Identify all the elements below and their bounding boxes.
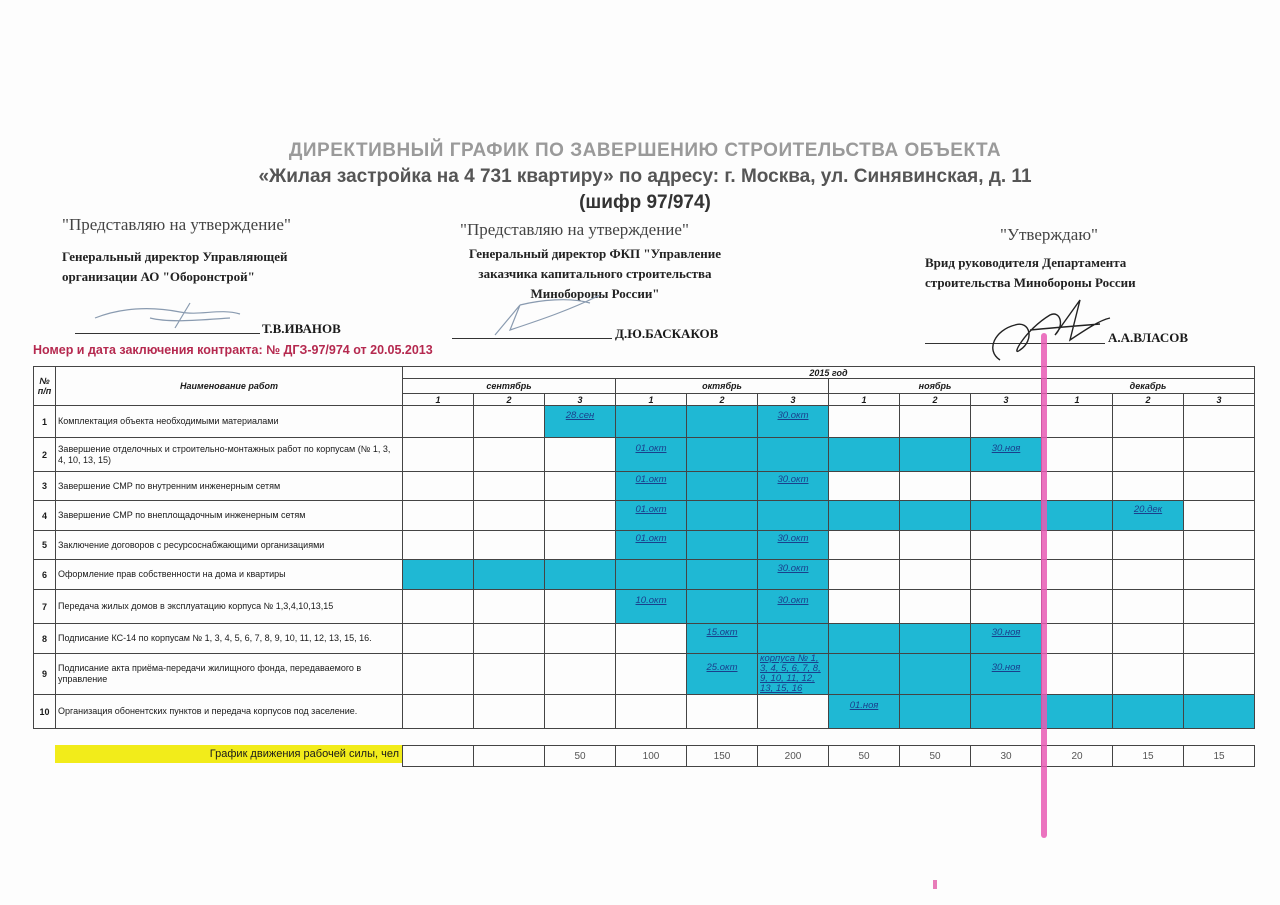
timeline-cell [545, 654, 616, 695]
schedule-table [33, 366, 1255, 729]
month-header: октябрь [616, 379, 829, 394]
task-name: Подписание акта приёма-передачи жилищного фонда, передаваемого в управление [56, 654, 403, 695]
signatory-name-left: Т.В.ИВАНОВ [262, 321, 341, 336]
timeline-cell [403, 624, 474, 654]
current-date-marker [1041, 333, 1047, 838]
timeline-cell [687, 560, 758, 590]
timeline-cell [616, 654, 687, 695]
timeline-cell [900, 590, 971, 624]
workforce-value: 50 [900, 746, 971, 767]
decade-header: 1 [829, 394, 900, 406]
timeline-cell [1042, 695, 1113, 729]
timeline-cell [1042, 531, 1113, 560]
row-number: 8 [34, 624, 56, 654]
timeline-cell [829, 472, 900, 501]
month-header: сентябрь [403, 379, 616, 394]
table-row [34, 438, 1255, 472]
timeline-cell [900, 406, 971, 438]
row-number: 9 [34, 654, 56, 695]
decade-header: 3 [1184, 394, 1255, 406]
handwritten-signature-left [90, 298, 250, 338]
timeline-cell [403, 501, 474, 531]
timeline-cell [1184, 501, 1255, 531]
task-name: Комплектация объекта необходимыми материалами [56, 406, 403, 438]
timeline-cell [545, 590, 616, 624]
task-name: Оформление прав собственности на дома и квартиры [56, 560, 403, 590]
timeline-cell [829, 654, 900, 695]
timeline-cell [1042, 438, 1113, 472]
timeline-cell [474, 590, 545, 624]
timeline-cell [474, 695, 545, 729]
timeline-cell [1184, 406, 1255, 438]
timeline-cell [474, 654, 545, 695]
table-row [34, 501, 1255, 531]
timeline-cell [1113, 695, 1184, 729]
row-number: 3 [34, 472, 56, 501]
task-name: Завершение СМР по внеплощадочным инженерным сетям [56, 501, 403, 531]
decade-header: 3 [545, 394, 616, 406]
timeline-cell [971, 590, 1042, 624]
timeline-cell [545, 695, 616, 729]
timeline-cell [971, 695, 1042, 729]
timeline-cell [687, 654, 758, 695]
timeline-cell [1113, 406, 1184, 438]
signature-position: Генеральный директор Управляющей организации АО "Оборонстрой" [62, 249, 288, 284]
timeline-cell [829, 406, 900, 438]
row-number: 5 [34, 531, 56, 560]
date-label: корпуса № 1, 3, 4, 5, 6, 7, 8, 9, 10, 11, 12, 13, 15, 16 [760, 653, 821, 694]
row-number: 7 [34, 590, 56, 624]
table-row [34, 472, 1255, 501]
timeline-cell [616, 472, 687, 501]
date-label: 15.окт [706, 626, 738, 638]
timeline-cell [829, 531, 900, 560]
date-label: 30.окт [777, 533, 809, 544]
task-name: Завершение СМР по внутренним инженерным сетям [56, 472, 403, 501]
date-label: 30.ноя [991, 626, 1021, 638]
document-code: (шифр 97/974) [579, 192, 711, 213]
timeline-cell [616, 406, 687, 438]
timeline-cell [1113, 590, 1184, 624]
timeline-cell [403, 590, 474, 624]
table-row [34, 695, 1255, 729]
decade-header: 1 [1042, 394, 1113, 406]
signature-block-right [925, 225, 1225, 293]
timeline-cell [971, 531, 1042, 560]
timeline-cell [900, 438, 971, 472]
date-label: 20.дек [1133, 503, 1163, 515]
timeline-cell [474, 531, 545, 560]
timeline-cell [403, 406, 474, 438]
timeline-cell [1184, 590, 1255, 624]
timeline-cell [687, 501, 758, 531]
timeline-cell [1113, 501, 1184, 531]
timeline-cell [971, 472, 1042, 501]
timeline-cell [971, 654, 1042, 695]
task-name: Передача жилых домов в эксплуатацию корпуса № 1,3,4,10,13,15 [56, 590, 403, 624]
timeline-cell [403, 472, 474, 501]
row-number: 10 [34, 695, 56, 729]
table-row [34, 560, 1255, 590]
workforce-value [474, 746, 545, 767]
date-label: 30.окт [777, 474, 809, 485]
timeline-cell [616, 590, 687, 624]
timeline-cell [474, 501, 545, 531]
task-name: Завершение отделочных и строительно-монтажных работ по корпусам (№ 1, 3, 4, 10, 13, 15) [56, 438, 403, 472]
document-subtitle: «Жилая застройка на 4 731 квартиру» по адресу: г. Москва, ул. Синявинская, д. 11 [258, 166, 1032, 187]
column-number-header: № п/п [34, 367, 56, 406]
workforce-table [402, 745, 1255, 767]
marker-dot [933, 880, 937, 889]
workforce-value: 20 [1042, 746, 1113, 767]
signatory-name-center: Д.Ю.БАСКАКОВ [615, 326, 719, 341]
workforce-value: 50 [829, 746, 900, 767]
decade-header: 1 [403, 394, 474, 406]
date-label: 01.окт [635, 474, 667, 485]
timeline-cell [545, 406, 616, 438]
row-number: 6 [34, 560, 56, 590]
timeline-cell [403, 560, 474, 590]
timeline-cell [1184, 531, 1255, 560]
date-label: 01.окт [635, 442, 667, 454]
timeline-cell [1113, 531, 1184, 560]
timeline-cell [971, 501, 1042, 531]
timeline-cell [900, 624, 971, 654]
task-name: Заключение договоров с ресурсоснабжающими организациями [56, 531, 403, 560]
timeline-cell [900, 501, 971, 531]
timeline-cell [474, 560, 545, 590]
handwritten-signature-right [980, 290, 1120, 370]
timeline-cell [758, 590, 829, 624]
row-number: 4 [34, 501, 56, 531]
timeline-cell [829, 590, 900, 624]
timeline-cell [1042, 560, 1113, 590]
table-row [34, 590, 1255, 624]
date-label: 30.окт [777, 594, 809, 606]
timeline-cell [545, 472, 616, 501]
year-header: 2015 год [403, 367, 1255, 379]
timeline-cell [1184, 654, 1255, 695]
timeline-cell [758, 560, 829, 590]
timeline-cell [1042, 501, 1113, 531]
workforce-value: 50 [545, 746, 616, 767]
timeline-cell [829, 695, 900, 729]
date-label: 30.окт [777, 562, 809, 574]
timeline-cell [1184, 695, 1255, 729]
signature-position: Генеральный директор ФКП "Управление заказчика капитального строительства Минобороны России" [469, 246, 721, 301]
signature-block-left [62, 215, 402, 287]
timeline-cell [1113, 472, 1184, 501]
timeline-cell [687, 531, 758, 560]
row-number: 2 [34, 438, 56, 472]
date-label: 25.окт [706, 662, 738, 673]
signature-head: "Утверждаю" [1000, 225, 1098, 244]
row-number: 1 [34, 406, 56, 438]
timeline-cell [545, 624, 616, 654]
timeline-cell [900, 531, 971, 560]
date-label: 30.окт [777, 409, 809, 421]
table-row [34, 406, 1255, 438]
timeline-cell [758, 531, 829, 560]
workforce-value: 200 [758, 746, 829, 767]
timeline-cell [971, 406, 1042, 438]
timeline-cell [971, 560, 1042, 590]
timeline-cell [1042, 406, 1113, 438]
workforce-value: 15 [1113, 746, 1184, 767]
signature-position: Врид руководителя Департамента строительства Минобороны России [925, 255, 1136, 290]
timeline-cell [1042, 624, 1113, 654]
timeline-cell [758, 438, 829, 472]
workforce-value: 15 [1184, 746, 1255, 767]
timeline-cell [616, 438, 687, 472]
task-name: Организация обонентских пунктов и передача корпусов под заселение. [56, 695, 403, 729]
timeline-cell [1113, 560, 1184, 590]
task-name: Подписание КС-14 по корпусам № 1, 3, 4, 5, 6, 7, 8, 9, 10, 11, 12, 13, 15, 16. [56, 624, 403, 654]
timeline-cell [687, 438, 758, 472]
timeline-cell [971, 624, 1042, 654]
timeline-cell [474, 438, 545, 472]
date-label: 30.ноя [991, 662, 1021, 673]
timeline-cell [474, 406, 545, 438]
timeline-cell [1113, 654, 1184, 695]
timeline-cell [545, 531, 616, 560]
decade-header: 1 [616, 394, 687, 406]
timeline-cell [1042, 590, 1113, 624]
timeline-cell [900, 654, 971, 695]
timeline-cell [758, 654, 829, 695]
timeline-cell [403, 695, 474, 729]
decade-header: 3 [971, 394, 1042, 406]
timeline-cell [616, 624, 687, 654]
timeline-cell [1184, 438, 1255, 472]
timeline-cell [900, 695, 971, 729]
timeline-cell [758, 624, 829, 654]
decade-header: 2 [687, 394, 758, 406]
table-row [34, 531, 1255, 560]
timeline-cell [1184, 472, 1255, 501]
workforce-value: 150 [687, 746, 758, 767]
timeline-cell [829, 560, 900, 590]
timeline-cell [545, 560, 616, 590]
workforce-value: 100 [616, 746, 687, 767]
contract-number: Номер и дата заключения контракта: № ДГЗ-97/974 от 20.05.2013 [33, 343, 433, 357]
timeline-cell [616, 531, 687, 560]
timeline-cell [687, 590, 758, 624]
timeline-cell [971, 438, 1042, 472]
timeline-cell [545, 501, 616, 531]
timeline-cell [545, 438, 616, 472]
workforce-label: График движения рабочей силы, чел [55, 745, 402, 763]
handwritten-signature-center [480, 285, 620, 345]
timeline-cell [403, 654, 474, 695]
decade-header: 2 [1113, 394, 1184, 406]
timeline-cell [758, 472, 829, 501]
timeline-cell [1113, 624, 1184, 654]
timeline-cell [900, 560, 971, 590]
signatory-name-right: А.А.ВЛАСОВ [1108, 330, 1189, 345]
signature-head: "Представляю на утверждение" [460, 220, 689, 239]
document-title: ДИРЕКТИВНЫЙ ГРАФИК ПО ЗАВЕРШЕНИЮ СТРОИТЕЛЬСТВА ОБЪЕКТА [288, 140, 1002, 161]
table-row [34, 624, 1255, 654]
timeline-cell [474, 624, 545, 654]
workforce-value: 30 [971, 746, 1042, 767]
decade-header: 2 [474, 394, 545, 406]
timeline-cell [687, 695, 758, 729]
timeline-cell [616, 695, 687, 729]
date-label: 01.окт [635, 533, 667, 544]
timeline-cell [758, 406, 829, 438]
timeline-cell [616, 560, 687, 590]
timeline-cell [1042, 472, 1113, 501]
timeline-cell [616, 501, 687, 531]
timeline-cell [829, 438, 900, 472]
timeline-cell [758, 695, 829, 729]
timeline-cell [474, 472, 545, 501]
timeline-cell [403, 438, 474, 472]
timeline-cell [687, 624, 758, 654]
date-label: 30.ноя [991, 442, 1021, 454]
table-row [34, 654, 1255, 695]
timeline-cell [829, 624, 900, 654]
date-label: 28.сен [565, 409, 595, 421]
timeline-cell [687, 472, 758, 501]
date-label: 01.окт [635, 503, 667, 515]
timeline-cell [403, 531, 474, 560]
timeline-cell [829, 501, 900, 531]
timeline-cell [900, 472, 971, 501]
month-header: декабрь [1042, 379, 1255, 394]
timeline-cell [1184, 560, 1255, 590]
timeline-cell [758, 501, 829, 531]
date-label: 10.окт [635, 594, 667, 606]
timeline-cell [1042, 654, 1113, 695]
workforce-value [403, 746, 474, 767]
timeline-cell [687, 406, 758, 438]
column-name-header: Наименование работ [56, 367, 403, 406]
timeline-cell [1113, 438, 1184, 472]
signature-head: "Представляю на утверждение" [62, 215, 291, 234]
date-label: 01.ноя [849, 699, 879, 711]
decade-header: 2 [900, 394, 971, 406]
decade-header: 3 [758, 394, 829, 406]
timeline-cell [1184, 624, 1255, 654]
month-header: ноябрь [829, 379, 1042, 394]
